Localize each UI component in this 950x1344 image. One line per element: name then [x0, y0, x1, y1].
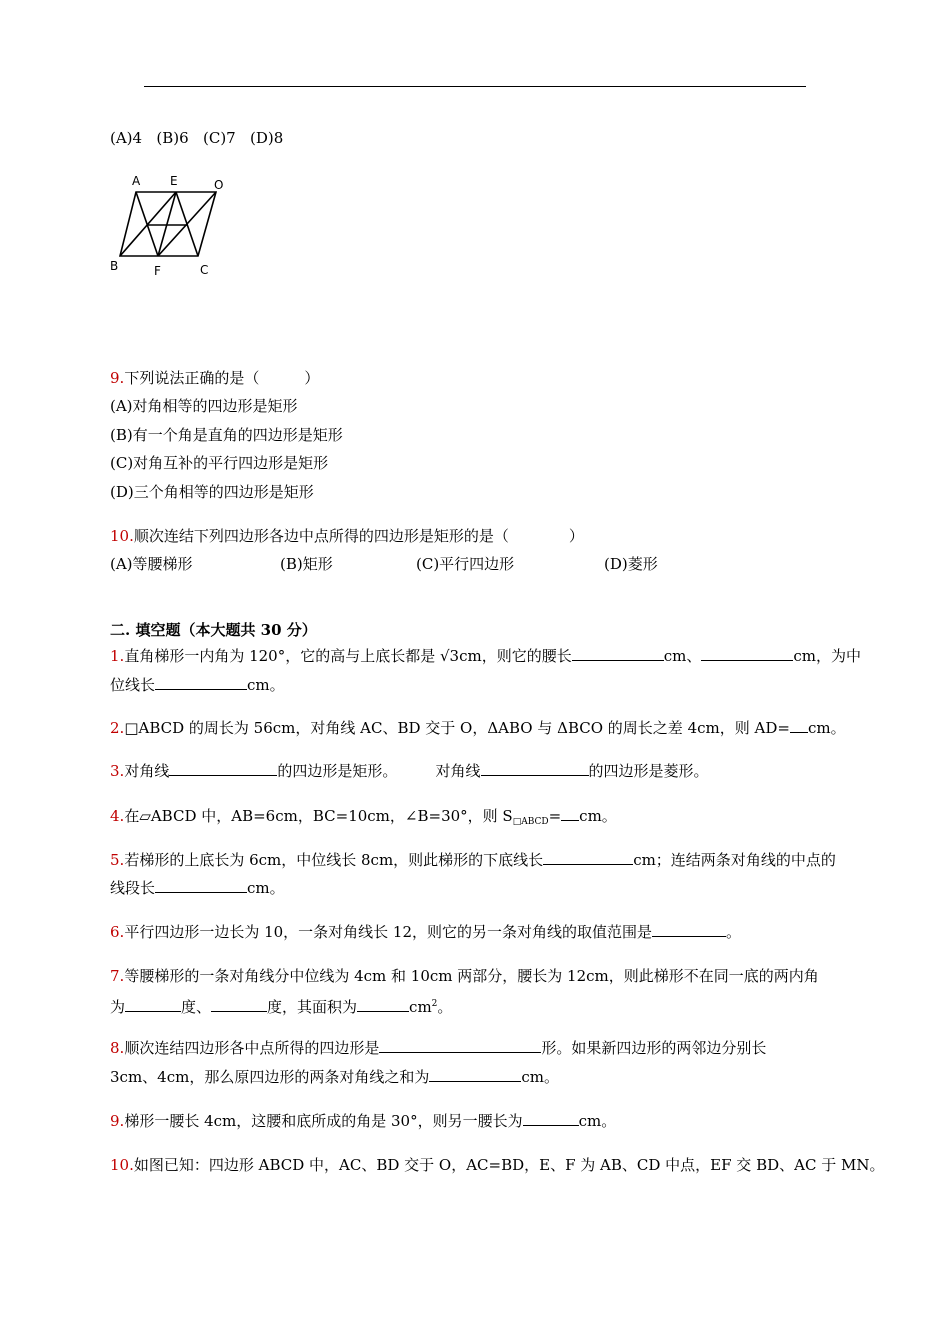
section2-title: 二. 填空题（本大题共 30 分） [110, 621, 317, 639]
label-e: E [170, 174, 178, 188]
answer-blank[interactable] [125, 997, 181, 1012]
answer-blank[interactable] [379, 1038, 541, 1053]
fill-q5-line1: 5.若梯形的上底长为 6cm，中位线长 8cm，则此梯形的下底线长 cm；连结两条对角线的中点的 [110, 851, 836, 869]
answer-blank[interactable] [523, 1111, 579, 1126]
label-b: B [110, 259, 119, 273]
label-c: C [200, 263, 209, 277]
answer-blank[interactable] [155, 878, 247, 893]
q10-option-a: (A)等腰梯形 [110, 555, 193, 573]
q10-option-b: (B)矩形 [280, 555, 333, 573]
answer-blank[interactable] [169, 761, 277, 776]
q10-option-c: (C)平行四边形 [416, 555, 515, 573]
label-o: O [214, 178, 224, 192]
answer-blank[interactable] [572, 646, 664, 661]
fill-q8-line2: 3cm、4cm，那么原四边形的两条对角线之和为 cm。 [110, 1068, 559, 1086]
answer-blank[interactable] [429, 1067, 521, 1082]
label-a: A [132, 174, 141, 188]
q8-options [110, 128, 283, 148]
answer-blank[interactable] [543, 850, 633, 865]
fill-q6: 6.平行四边形一边长为 10，一条对角线长 12，则它的另一条对角线的取值范围是 。 [110, 923, 742, 941]
fill-q7-line2: 为 度、 度，其面积为 $cm^2$。 [110, 998, 453, 1016]
fill-q1-line1: 1.直角梯形一内角为 120°，它的高与上底长都是 √3cm，则它的腰长 cm、 cm，为中 [110, 647, 861, 665]
q8-option-b: (B)6 [156, 129, 189, 147]
fill-q3: 3.对角线 的四边形是矩形。 对角线 的四边形是菱形。 [110, 762, 709, 780]
fill-q5-line2: 线段长 cm。 [110, 879, 285, 897]
fill-q4: 4.在▱ABCD 中，AB=6cm，BC=10cm，∠B=30°，则 $S_{□ABCD}=$ cm。 [110, 807, 617, 827]
fill-q10: 10.如图已知：四边形 ABCD 中，AC、BD 交于 O，AC=BD，E、F 为 AB、CD 中点，EF 交 BD、AC 于 MN。 [110, 1156, 885, 1174]
answer-blank[interactable] [652, 922, 726, 937]
answer-blank[interactable] [155, 675, 247, 690]
q8-option-a: (A)4 [110, 129, 143, 147]
answer-blank[interactable] [357, 997, 409, 1012]
fill-q8-line1: 8.顺次连结四边形各中点所得的四边形是 形。如果新四边形的两邻边分别长 [110, 1039, 767, 1057]
fill-q7-line1: 7.等腰梯形的一条对角线分中位线为 4cm 和 10cm 两部分，腰长为 12cm，则此梯形不在同一底的两内角 [110, 967, 819, 985]
fill-q2: 2.□ABCD 的周长为 56cm，对角线 AC、BD 交于 O，ΔABO 与 ΔBCO 的周长之差 4cm，则 AD= cm。 [110, 719, 846, 737]
answer-blank[interactable] [701, 646, 793, 661]
answer-blank[interactable] [211, 997, 267, 1012]
q9-option-d: (D)三个角相等的四边形是矩形 [110, 483, 314, 501]
q10-option-d: (D)菱形 [604, 555, 658, 573]
answer-blank[interactable] [481, 761, 589, 776]
fill-q1-line2: 位线长 cm。 [110, 676, 285, 694]
q9-option-c: (C)对角互补的平行四边形是矩形 [110, 454, 329, 472]
label-f: F [154, 264, 161, 278]
answer-blank[interactable] [561, 806, 579, 821]
fill-q9: 9.梯形一腰长 4cm，这腰和底所成的角是 30°，则另一腰长为 cm。 [110, 1112, 617, 1130]
q9-option-a: (A)对角相等的四边形是矩形 [110, 397, 298, 415]
q9-option-b: (B)有一个角是直角的四边形是矩形 [110, 426, 343, 444]
header-rule [144, 86, 806, 87]
q10-stem: 10.顺次连结下列四边形各边中点所得的四边形是矩形的是（ ） [110, 527, 584, 545]
q8-option-d: (D)8 [250, 129, 284, 147]
q9-stem: 9.下列说法正确的是（ ） [110, 369, 320, 387]
q8-option-c: (C)7 [203, 129, 236, 147]
geometry-figure [108, 172, 228, 282]
answer-blank[interactable] [790, 718, 808, 733]
